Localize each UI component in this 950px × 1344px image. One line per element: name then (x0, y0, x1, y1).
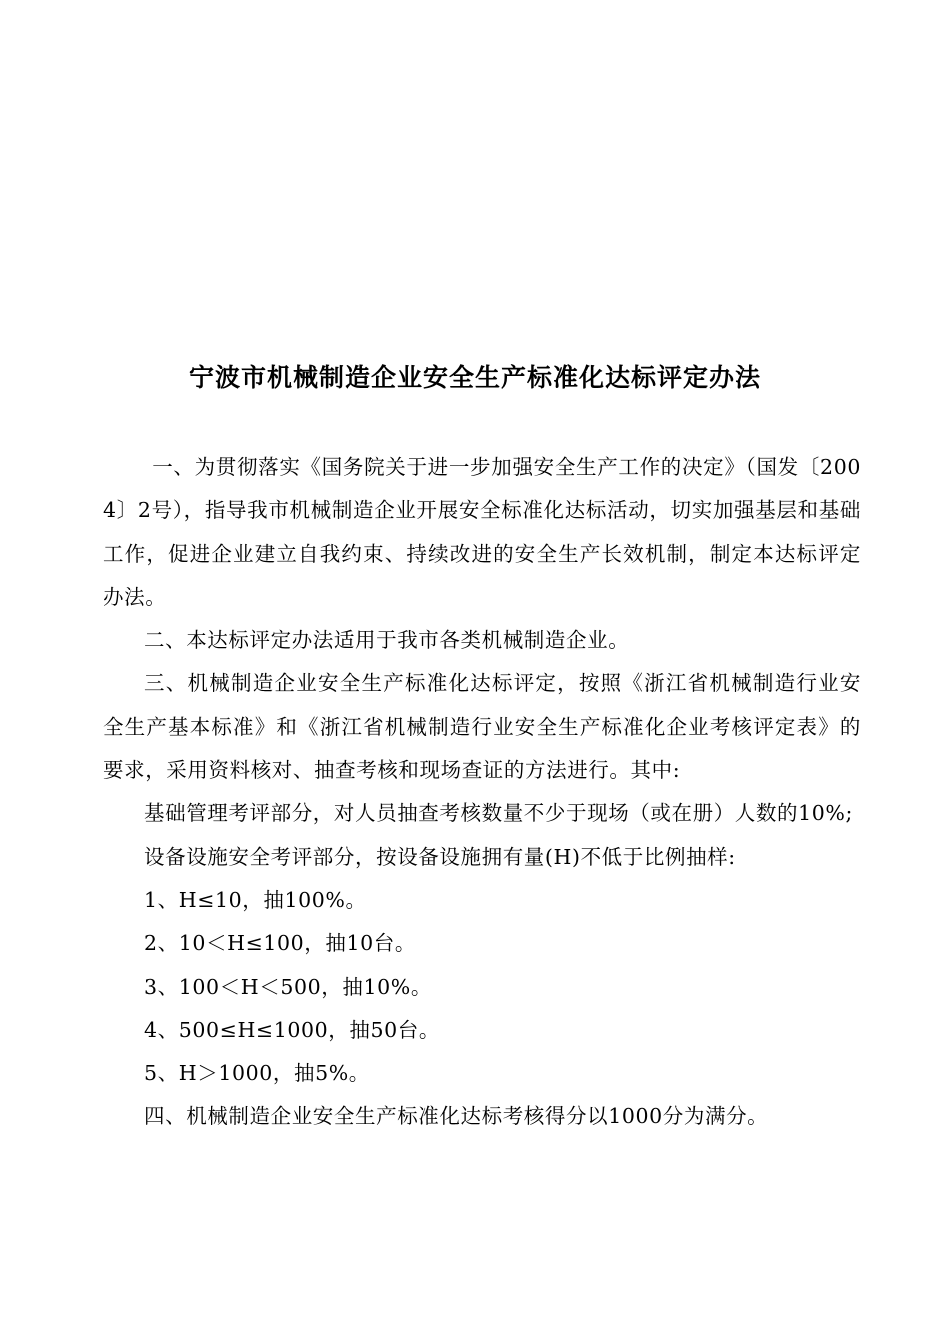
sampling-rule-1: 1、H≤10，抽100%。 (144, 887, 367, 912)
paragraph-2-scope: 二、本达标评定办法适用于我市各类机械制造企业。 (144, 628, 630, 653)
sampling-rule-4: 4、500≤H≤1000，抽50台。 (144, 1017, 440, 1042)
paragraph-equipment-sampling: 设备设施安全考评部分，按设备设施拥有量(H)不低于比例抽样: (144, 844, 736, 869)
paragraph-1-purpose: 一、为贯彻落实《国务院关于进一步加强安全生产工作的决定》（国发〔2004〕2号），指导我市机械制造企业开展安全标准化达标活动，切实加强基层和基础工作，促进企业建立自我约束、持续改进的安全生产长效机制，制定本达标评定办法。 (103, 455, 861, 609)
paragraph-3-method: 三、机械制造企业安全生产标准化达标评定，按照《浙江省机械制造行业安全生产基本标准》和《浙江省机械制造行业安全生产标准化企业考核评定表》的要求，采用资料核对、抽查考核和现场查证的方法进行。其中: (103, 671, 861, 783)
sampling-rule-2: 2、10＜H≤100，抽10台。 (144, 931, 416, 956)
document-title: 宁波市机械制造企业安全生产标准化达标评定办法 (188, 363, 761, 392)
sampling-rule-3: 3、100＜H＜500，抽10%。 (144, 974, 432, 999)
sampling-rule-5: 5、H＞1000，抽5%。 (144, 1061, 370, 1086)
paragraph-basic-management: 基础管理考评部分，对人员抽查考核数量不少于现场（或在册）人数的10%; (144, 801, 853, 826)
document-body (103, 446, 861, 1139)
paragraph-4-scoring: 四、机械制造企业安全生产标准化达标考核得分以1000分为满分。 (144, 1104, 769, 1129)
